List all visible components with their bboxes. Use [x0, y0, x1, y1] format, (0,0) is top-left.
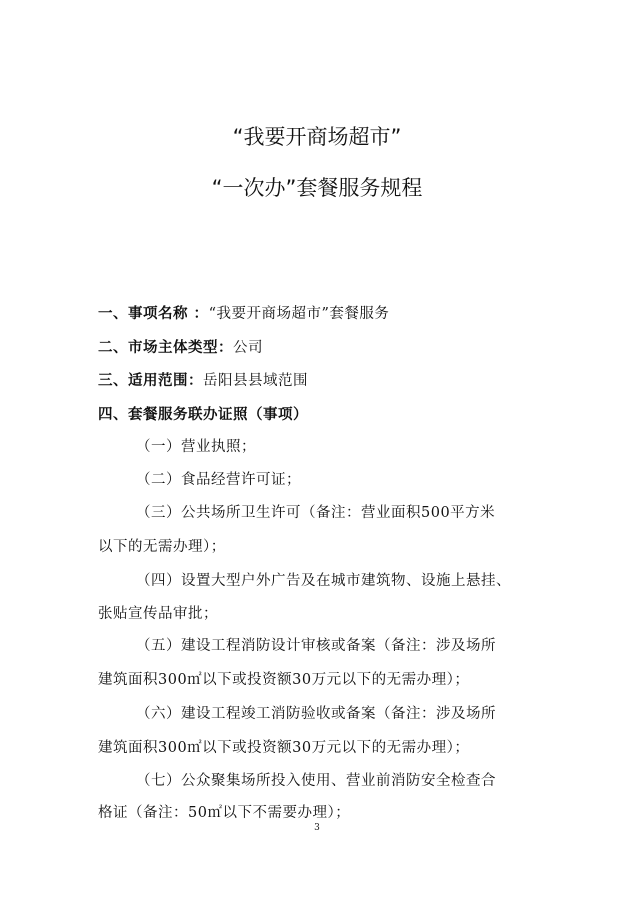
- list-item: （二）食品经营许可证；: [136, 472, 301, 488]
- list-item: （七）公众聚集场所投入使用、营业前消防安全检查合: [136, 773, 496, 789]
- section-heading: 四、套餐服务联办证照（事项）: [98, 407, 308, 423]
- list-item: （五）建设工程消防设计审核或备案（备注：涉及场所: [136, 638, 496, 654]
- list-item-continuation: 格证（备注：50㎡以下不需要办理）；: [98, 805, 351, 821]
- list-item: （六）建设工程竣工消防验收或备案（备注：涉及场所: [136, 706, 496, 722]
- section-heading: 一、事项名称 ：: [98, 306, 209, 322]
- section-heading: 三、适用范围：: [98, 373, 203, 389]
- section-text: 岳阳县县域范围: [203, 373, 308, 389]
- list-item-continuation: 以下的无需办理）；: [98, 539, 226, 555]
- list-item: （四）设置大型户外广告及在城市建筑物、设施上悬挂、: [136, 573, 511, 589]
- section-licenses: [98, 403, 308, 424]
- section-entity-type: [98, 336, 263, 357]
- section-text: “我要开商场超市”套餐服务: [208, 306, 390, 322]
- list-item-continuation: 建筑面积300㎡以下或投资额30万元以下的无需办理）；: [98, 672, 470, 688]
- list-item: （一）营业执照；: [136, 439, 256, 455]
- list-item: （三）公共场所卫生许可（备注：营业面积500平方米: [136, 505, 496, 521]
- document-title-line-2: “一次办”套餐服务规程: [211, 176, 423, 200]
- list-item-continuation: 张贴宣传品审批；: [98, 606, 218, 622]
- section-heading: 二、市场主体类型：: [98, 340, 233, 356]
- section-item-name: [98, 302, 389, 323]
- list-item-continuation: 建筑面积300㎡以下或投资额30万元以下的无需办理）；: [98, 740, 470, 756]
- section-text: 公司: [233, 340, 263, 356]
- section-scope: [98, 369, 308, 390]
- document-title-line-1: “我要开商场超市”: [232, 125, 402, 149]
- page-number: 3: [314, 823, 320, 833]
